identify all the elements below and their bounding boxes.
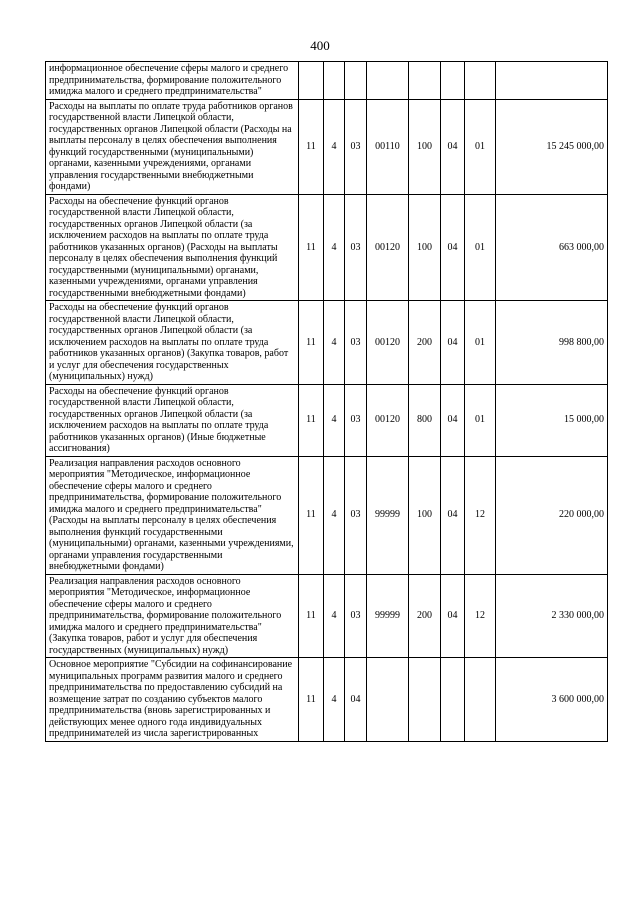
activity-code [345,62,367,100]
section-code: 04 [441,574,465,658]
expense-direction-code: 00120 [367,384,409,456]
table-row [46,194,608,301]
activity-code: 03 [345,384,367,456]
activity-code: 03 [345,99,367,194]
subprogram-code: 4 [324,658,345,742]
expense-type-code: 200 [409,574,441,658]
expense-type-code: 100 [409,456,441,574]
subprogram-code: 4 [324,574,345,658]
expense-type-code [409,658,441,742]
expense-direction-code: 99999 [367,574,409,658]
section-code: 04 [441,384,465,456]
activity-code: 03 [345,456,367,574]
subprogram-code: 4 [324,456,345,574]
section-code: 04 [441,194,465,301]
row-amount: 2 330 000,00 [496,574,608,658]
row-amount: 220 000,00 [496,456,608,574]
subprogram-code: 4 [324,384,345,456]
activity-code: 03 [345,301,367,385]
program-code: 11 [299,574,324,658]
section-code [441,658,465,742]
section-code: 04 [441,301,465,385]
table-row [46,456,608,574]
program-code [299,62,324,100]
subsection-code [465,658,496,742]
page-number: 400 [310,38,330,53]
activity-code: 03 [345,194,367,301]
activity-code: 03 [345,574,367,658]
row-description: Основное мероприятие "Субсидии на софинансирование муниципальных программ развития малого и среднего предпринимательства по предоставлению субсидий на возмещение затрат по созданию субъектов малого предпринимательства (вновь зарегистрированных и действующих менее одного года индивидуальных предпринимателей из числа зарегистрированных [46,658,299,742]
row-description: Расходы на обеспечение функций органов государственной власти Липецкой области, государственных органов Липецкой области (за исключением расходов на выплаты по оплате труда работников указанных органов) (Иные бюджетные ассигнования) [46,384,299,456]
row-description: Расходы на обеспечение функций органов государственной власти Липецкой области, государственных органов Липецкой области (за исключением расходов на выплаты по оплате труда работников указанных органов) (Закупка товаров, работ и услуг для обеспечения государственных (муниципальных) нужд) [46,301,299,385]
table-row [46,658,608,742]
row-description: информационное обеспечение сферы малого и среднего предпринимательства, формирование положительного имиджа малого и среднего предпринимательства" [46,62,299,100]
subsection-code: 12 [465,456,496,574]
subprogram-code: 4 [324,194,345,301]
row-amount: 15 000,00 [496,384,608,456]
table-row [46,62,608,100]
expense-type-code: 100 [409,194,441,301]
expense-type-code: 800 [409,384,441,456]
table-row [46,99,608,194]
row-description: Расходы на выплаты по оплате труда работников органов государственной власти Липецкой области, государственных органов Липецкой области (Расходы на выплаты персоналу в целях обеспечения выполнения функций государственными (муниципальными) органами, казенными учреждениями, органами управления государственными внебюджетными фондами) [46,99,299,194]
row-description: Реализация направления расходов основного мероприятия "Методическое, информационное обеспечение сферы малого и среднего предпринимательства, формирование положительного имиджа малого и среднего предпринимательства" (Расходы на выплаты персоналу в целях обеспечения выполнения функций государственными (муниципальными) органами, казенными учреждениями, органами управления государственными внебюджетными фондами) [46,456,299,574]
budget-table-body [46,62,608,742]
expense-type-code: 200 [409,301,441,385]
row-amount: 15 245 000,00 [496,99,608,194]
budget-table [45,61,608,742]
row-amount: 3 600 000,00 [496,658,608,742]
expense-direction-code: 99999 [367,456,409,574]
program-code: 11 [299,99,324,194]
subsection-code: 01 [465,384,496,456]
section-code: 04 [441,456,465,574]
subsection-code: 01 [465,194,496,301]
subsection-code: 01 [465,301,496,385]
subprogram-code [324,62,345,100]
program-code: 11 [299,658,324,742]
program-code: 11 [299,194,324,301]
expense-direction-code: 00110 [367,99,409,194]
subsection-code: 01 [465,99,496,194]
row-description: Расходы на обеспечение функций органов государственной власти Липецкой области, государственных органов Липецкой области (за исключением расходов на выплаты по оплате труда работников указанных органов) (Расходы на выплаты персоналу в целях обеспечения выполнения функций государственными (муниципальными) органами, казенными учреждениями, органами управления государственными внебюджетными фондами) [46,194,299,301]
expense-direction-code: 00120 [367,194,409,301]
row-amount: 998 800,00 [496,301,608,385]
expense-direction-code [367,658,409,742]
expense-type-code: 100 [409,99,441,194]
expense-type-code [409,62,441,100]
subsection-code [465,62,496,100]
table-row [46,574,608,658]
section-code [441,62,465,100]
row-amount: 663 000,00 [496,194,608,301]
program-code: 11 [299,384,324,456]
subsection-code: 12 [465,574,496,658]
table-row [46,301,608,385]
program-code: 11 [299,456,324,574]
row-amount [496,62,608,100]
subprogram-code: 4 [324,301,345,385]
table-row [46,384,608,456]
subprogram-code: 4 [324,99,345,194]
activity-code: 04 [345,658,367,742]
expense-direction-code: 00120 [367,301,409,385]
expense-direction-code [367,62,409,100]
program-code: 11 [299,301,324,385]
row-description: Реализация направления расходов основного мероприятия "Методическое, информационное обеспечение сферы малого и среднего предпринимательства, формирование положительного имиджа малого и среднего предпринимательства" (Закупка товаров, работ и услуг для обеспечения государственных (муниципальных) нужд) [46,574,299,658]
section-code: 04 [441,99,465,194]
